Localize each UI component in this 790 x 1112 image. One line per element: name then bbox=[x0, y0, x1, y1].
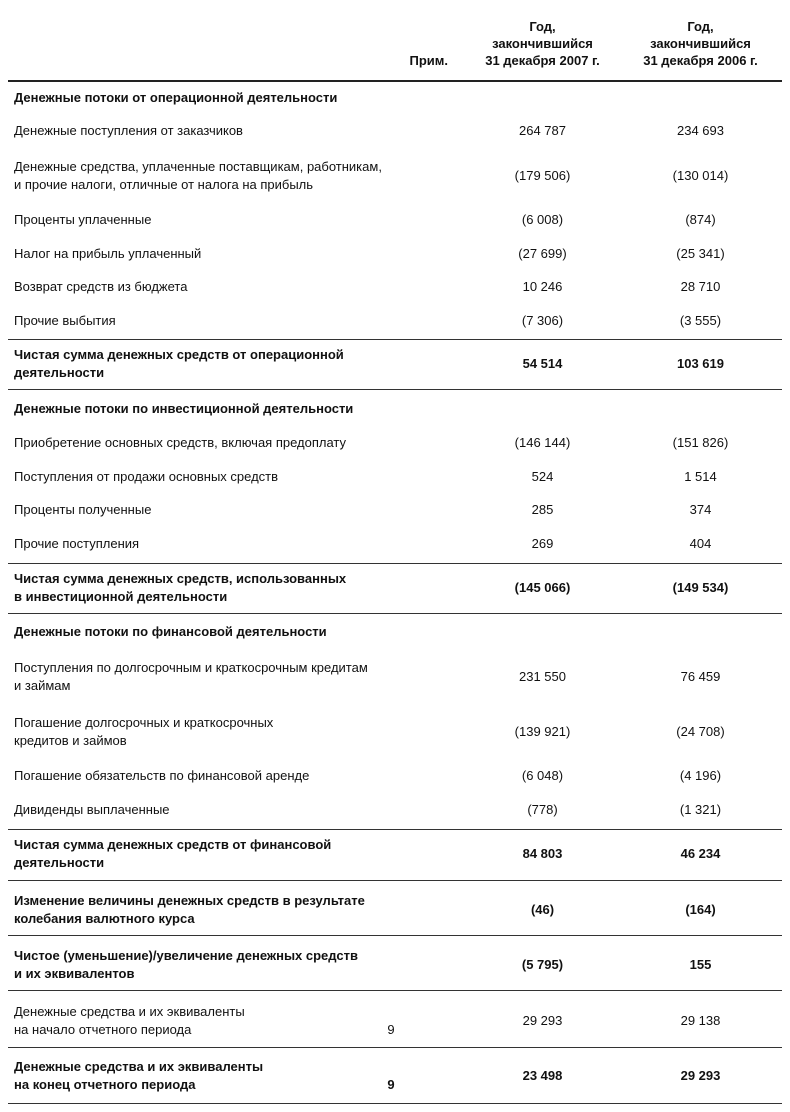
row-label-line: на начало отчетного периода bbox=[14, 1022, 192, 1037]
row-label-line: Поступления по долгосрочным и краткосрочным кредитам bbox=[14, 660, 368, 675]
value-2006: 374 bbox=[689, 502, 712, 517]
row-label-line: Изменение величины денежных средств в результате bbox=[14, 893, 365, 908]
value-2006: (24 708) bbox=[676, 724, 725, 739]
value-2006: (164) bbox=[685, 902, 716, 917]
value-2006: 404 bbox=[689, 536, 712, 551]
value-2006: (1 321) bbox=[679, 802, 722, 817]
divider-line bbox=[8, 880, 782, 881]
row-label-line: Чистая сумма денежных средств от финансовой bbox=[14, 837, 332, 852]
value-2007: 10 246 bbox=[522, 279, 563, 294]
value-2007: 29 293 bbox=[522, 1013, 563, 1028]
row-label bbox=[14, 892, 444, 928]
value-2007: 231 550 bbox=[519, 669, 566, 684]
row-label-line: в инвестиционной деятельности bbox=[14, 589, 228, 604]
row-label-line: Приобретение основных средств, включая предоплату bbox=[14, 435, 347, 450]
value-2007: (145 066) bbox=[514, 580, 571, 595]
row-label bbox=[14, 570, 444, 606]
row-label bbox=[14, 434, 444, 452]
value-2007: (179 506) bbox=[514, 168, 571, 183]
value-2007: 23 498 bbox=[522, 1068, 563, 1083]
value-2006: 29 138 bbox=[680, 1013, 721, 1028]
row-label bbox=[14, 623, 444, 641]
divider-line bbox=[8, 563, 782, 564]
row-label-line: Проценты уплаченные bbox=[14, 212, 152, 227]
value-2007: (778) bbox=[527, 802, 558, 817]
note-reference: 9 bbox=[387, 1077, 395, 1092]
value-2007: 269 bbox=[531, 536, 554, 551]
value-2007: (6 048) bbox=[521, 768, 564, 783]
value-2006: 76 459 bbox=[680, 669, 721, 684]
header-note-column: Прим. bbox=[409, 53, 448, 68]
row-label bbox=[14, 346, 444, 382]
row-label-line: Денежные потоки от операционной деятельности bbox=[14, 90, 338, 105]
value-2007: (27 699) bbox=[518, 246, 567, 261]
row-label-line: Дивиденды выплаченные bbox=[14, 802, 170, 817]
divider-line bbox=[8, 1103, 782, 1104]
row-label-line: деятельности bbox=[14, 855, 105, 870]
row-label-line: Налог на прибыль уплаченный bbox=[14, 246, 202, 261]
value-2006: 155 bbox=[689, 957, 712, 972]
value-2007: (7 306) bbox=[521, 313, 564, 328]
row-label bbox=[14, 468, 444, 486]
value-2006: 46 234 bbox=[680, 846, 721, 861]
row-label-line: деятельности bbox=[14, 365, 105, 380]
divider-line bbox=[8, 80, 782, 82]
row-label bbox=[14, 767, 444, 785]
divider-line bbox=[8, 613, 782, 614]
row-label-line: Денежные средства и их эквиваленты bbox=[14, 1059, 264, 1074]
row-label bbox=[14, 714, 444, 750]
value-2007: (146 144) bbox=[514, 435, 571, 450]
value-2007: 285 bbox=[531, 502, 554, 517]
value-2007: (5 795) bbox=[521, 957, 564, 972]
row-label bbox=[14, 947, 444, 983]
row-label bbox=[14, 158, 444, 194]
value-2006: 29 293 bbox=[680, 1068, 721, 1083]
value-2006: (25 341) bbox=[676, 246, 725, 261]
row-label-line: Чистое (уменьшение)/увеличение денежных средств bbox=[14, 948, 358, 963]
row-label bbox=[14, 122, 444, 140]
header-2006-line: закончившийся bbox=[650, 36, 751, 51]
row-label-line: Прочие выбытия bbox=[14, 313, 116, 328]
header-2006-line: 31 декабря 2006 г. bbox=[643, 53, 758, 68]
value-2006: 234 693 bbox=[677, 123, 724, 138]
row-label bbox=[14, 211, 444, 229]
row-label-line: и их эквивалентов bbox=[14, 966, 135, 981]
row-label-line: на конец отчетного периода bbox=[14, 1077, 196, 1092]
value-2007: 524 bbox=[531, 469, 554, 484]
header-column-2007 bbox=[470, 18, 615, 69]
row-label-line: Погашение долгосрочных и краткосрочных bbox=[14, 715, 274, 730]
row-label-line: Денежные поступления от заказчиков bbox=[14, 123, 243, 138]
divider-line bbox=[8, 339, 782, 340]
value-2007: 54 514 bbox=[522, 356, 563, 371]
row-label-line: Проценты полученные bbox=[14, 502, 152, 517]
value-2006: (3 555) bbox=[679, 313, 722, 328]
value-2007: (46) bbox=[530, 902, 555, 917]
value-2006: 103 619 bbox=[677, 356, 724, 371]
row-label-line: Возврат средств из бюджета bbox=[14, 279, 188, 294]
row-label bbox=[14, 400, 444, 418]
row-label bbox=[14, 245, 444, 263]
header-column-2006 bbox=[628, 18, 773, 69]
value-2006: (874) bbox=[685, 212, 716, 227]
row-label-line: Чистая сумма денежных средств, использованных bbox=[14, 571, 347, 586]
row-label bbox=[14, 535, 444, 553]
row-label bbox=[14, 278, 444, 296]
value-2006: (130 014) bbox=[672, 168, 729, 183]
divider-line bbox=[8, 1047, 782, 1048]
value-2007: (6 008) bbox=[521, 212, 564, 227]
divider-line bbox=[8, 935, 782, 936]
row-label-line: Чистая сумма денежных средств от операционной bbox=[14, 347, 344, 362]
value-2006: (4 196) bbox=[679, 768, 722, 783]
row-label-line: Поступления от продажи основных средств bbox=[14, 469, 279, 484]
row-label bbox=[14, 501, 444, 519]
value-2006: 28 710 bbox=[680, 279, 721, 294]
header-2007-line: закончившийся bbox=[492, 36, 593, 51]
value-2006: (149 534) bbox=[672, 580, 729, 595]
value-2007: 84 803 bbox=[522, 846, 563, 861]
row-label-line: Денежные средства и их эквиваленты bbox=[14, 1004, 245, 1019]
row-label-line: Прочие поступления bbox=[14, 536, 140, 551]
header-2007-line: 31 декабря 2007 г. bbox=[485, 53, 600, 68]
value-2007: 264 787 bbox=[519, 123, 566, 138]
value-2006: (151 826) bbox=[672, 435, 729, 450]
divider-line bbox=[8, 829, 782, 830]
row-label-line: и прочие налоги, отличные от налога на прибыль bbox=[14, 177, 314, 192]
header-2007-line: Год, bbox=[529, 19, 556, 34]
row-label bbox=[14, 659, 444, 695]
row-label-line: Денежные средства, уплаченные поставщикам, работникам, bbox=[14, 159, 382, 174]
row-label bbox=[14, 801, 444, 819]
header-2006-line: Год, bbox=[687, 19, 714, 34]
row-label-line: и займам bbox=[14, 678, 71, 693]
row-label-line: кредитов и займов bbox=[14, 733, 127, 748]
row-label bbox=[14, 836, 444, 872]
row-label-line: колебания валютного курса bbox=[14, 911, 195, 926]
row-label bbox=[14, 89, 444, 107]
divider-line bbox=[8, 990, 782, 991]
row-label-line: Денежные потоки по финансовой деятельности bbox=[14, 624, 327, 639]
divider-line bbox=[8, 389, 782, 390]
value-2006: 1 514 bbox=[684, 469, 717, 484]
row-label bbox=[14, 312, 444, 330]
row-label-line: Погашение обязательств по финансовой аренде bbox=[14, 768, 310, 783]
row-label-line: Денежные потоки по инвестиционной деятельности bbox=[14, 401, 354, 416]
value-2007: (139 921) bbox=[514, 724, 571, 739]
note-reference: 9 bbox=[387, 1022, 395, 1037]
